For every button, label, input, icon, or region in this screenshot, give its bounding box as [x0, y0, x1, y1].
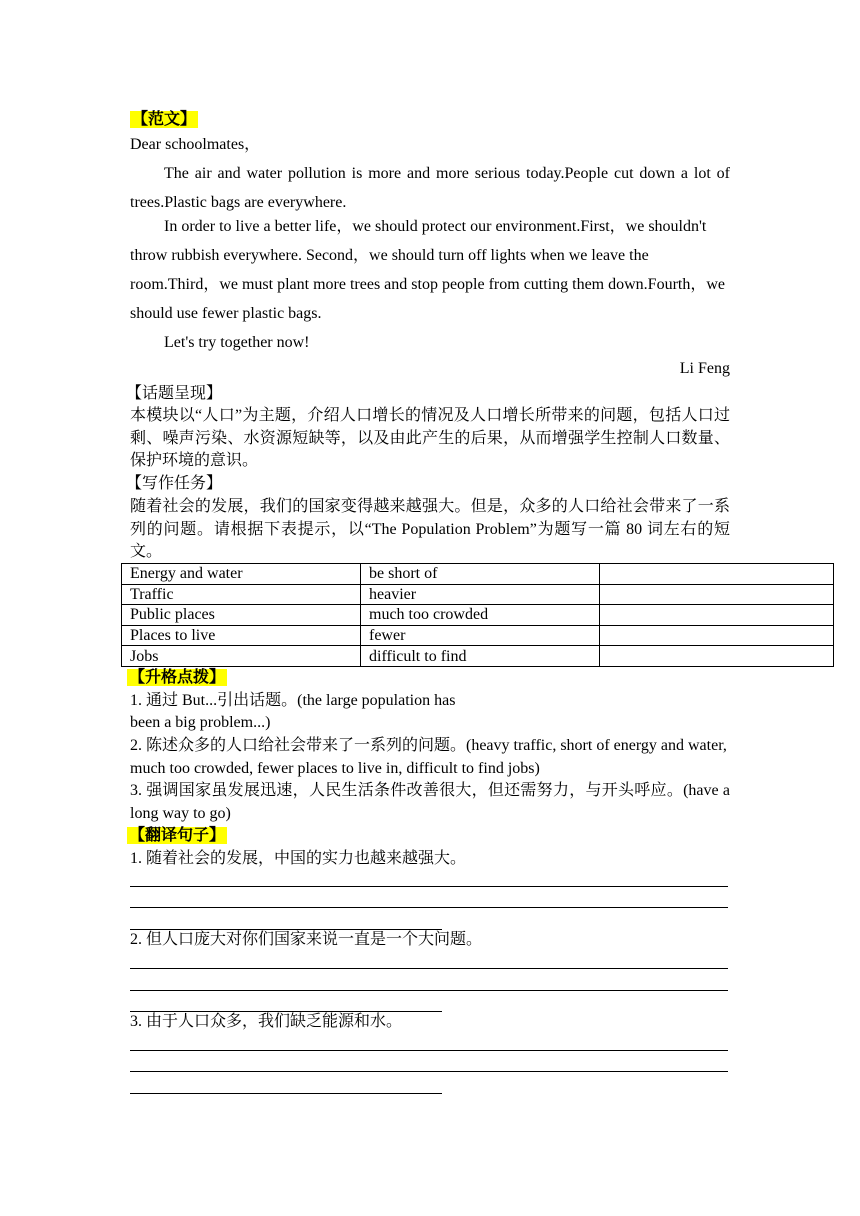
tip-2: 2. 陈述众多的人口给社会带来了一系列的问题。(heavy traffic, short of energy and water, much too crowded, fewer places to live in, difficult to find jobs) — [130, 737, 727, 777]
answer-line[interactable] — [130, 907, 728, 908]
table-cell: much too crowded — [361, 605, 600, 626]
model-essay-heading: 【范文】 — [132, 111, 197, 128]
task-text: 随着社会的发展，我们的国家变得越来越强大。但是，众多的人口给社会带来了一系列的问题。请根据下表提示，以“The Population Problem”为题写一篇 80 词左右的短文。 — [130, 498, 730, 560]
answer-line[interactable] — [130, 968, 728, 969]
table-cell: fewer — [361, 625, 600, 646]
table-cell — [600, 646, 834, 667]
tips-heading: 【升格点拨】 — [129, 669, 226, 686]
hint-table — [121, 563, 834, 667]
signature: Li Feng — [679, 360, 730, 377]
table-row — [122, 646, 834, 667]
essay-paragraph-1: The air and water pollution is more and more serious today.People cut down a lot of trees.Plastic bags are everywhere. — [130, 165, 730, 211]
table-cell — [600, 564, 834, 585]
table-row — [122, 584, 834, 605]
table-row — [122, 564, 834, 585]
table-cell — [600, 584, 834, 605]
topic-heading: 【话题呈现】 — [126, 385, 223, 402]
translate-sentence-2: 2. 但人口庞大对你们国家来说一直是一个大问题。 — [130, 931, 483, 948]
table-cell: heavier — [361, 584, 600, 605]
topic-text: 本模块以“人口”为主题，介绍人口增长的情况及人口增长所带来的问题，包括人口过剩、噪声污染、水资源短缺等，以及由此产生的后果，从而增强学生控制人口数量、保护环境的意识。 — [130, 407, 730, 469]
essay-paragraph-2: In order to live a better life，we should protect our environment.First，we shouldn't throw rubbish everywhere. Second，we should turn off lights when we leave the room.Third，we must plant more trees and stop people from cutting them down.Fourth，we should use fewer plastic bags. — [130, 218, 725, 322]
table-cell — [600, 625, 834, 646]
table-cell — [600, 605, 834, 626]
table-cell: difficult to find — [361, 646, 600, 667]
answer-line[interactable] — [130, 1050, 728, 1051]
translate-sentence-1: 1. 随着社会的发展，中国的实力也越来越强大。 — [130, 850, 467, 867]
answer-line[interactable] — [130, 886, 728, 887]
tip-3: 3. 强调国家虽发展迅速，人民生活条件改善很大，但还需努力，与开头呼应。(have a long way to go) — [130, 782, 730, 822]
greeting: Dear schoolmates， — [130, 136, 261, 153]
table-row — [122, 625, 834, 646]
answer-line[interactable] — [130, 1093, 442, 1094]
tip-1a: 1. 通过 But...引出话题。(the large population has — [130, 692, 456, 709]
essay-paragraph-3: Let's try together now! — [164, 334, 310, 351]
translate-heading: 【翻译句子】 — [129, 827, 226, 844]
task-heading: 【写作任务】 — [126, 475, 223, 492]
answer-line[interactable] — [130, 1071, 728, 1072]
table-cell: Places to live — [122, 625, 361, 646]
table-cell: Traffic — [122, 584, 361, 605]
table-cell: Jobs — [122, 646, 361, 667]
table-cell: Energy and water — [122, 564, 361, 585]
table-row — [122, 605, 834, 626]
tip-1b: been a big problem...) — [130, 714, 271, 731]
answer-line[interactable] — [130, 990, 728, 991]
table-cell: be short of — [361, 564, 600, 585]
translate-sentence-3: 3. 由于人口众多，我们缺乏能源和水。 — [130, 1013, 403, 1030]
table-cell: Public places — [122, 605, 361, 626]
